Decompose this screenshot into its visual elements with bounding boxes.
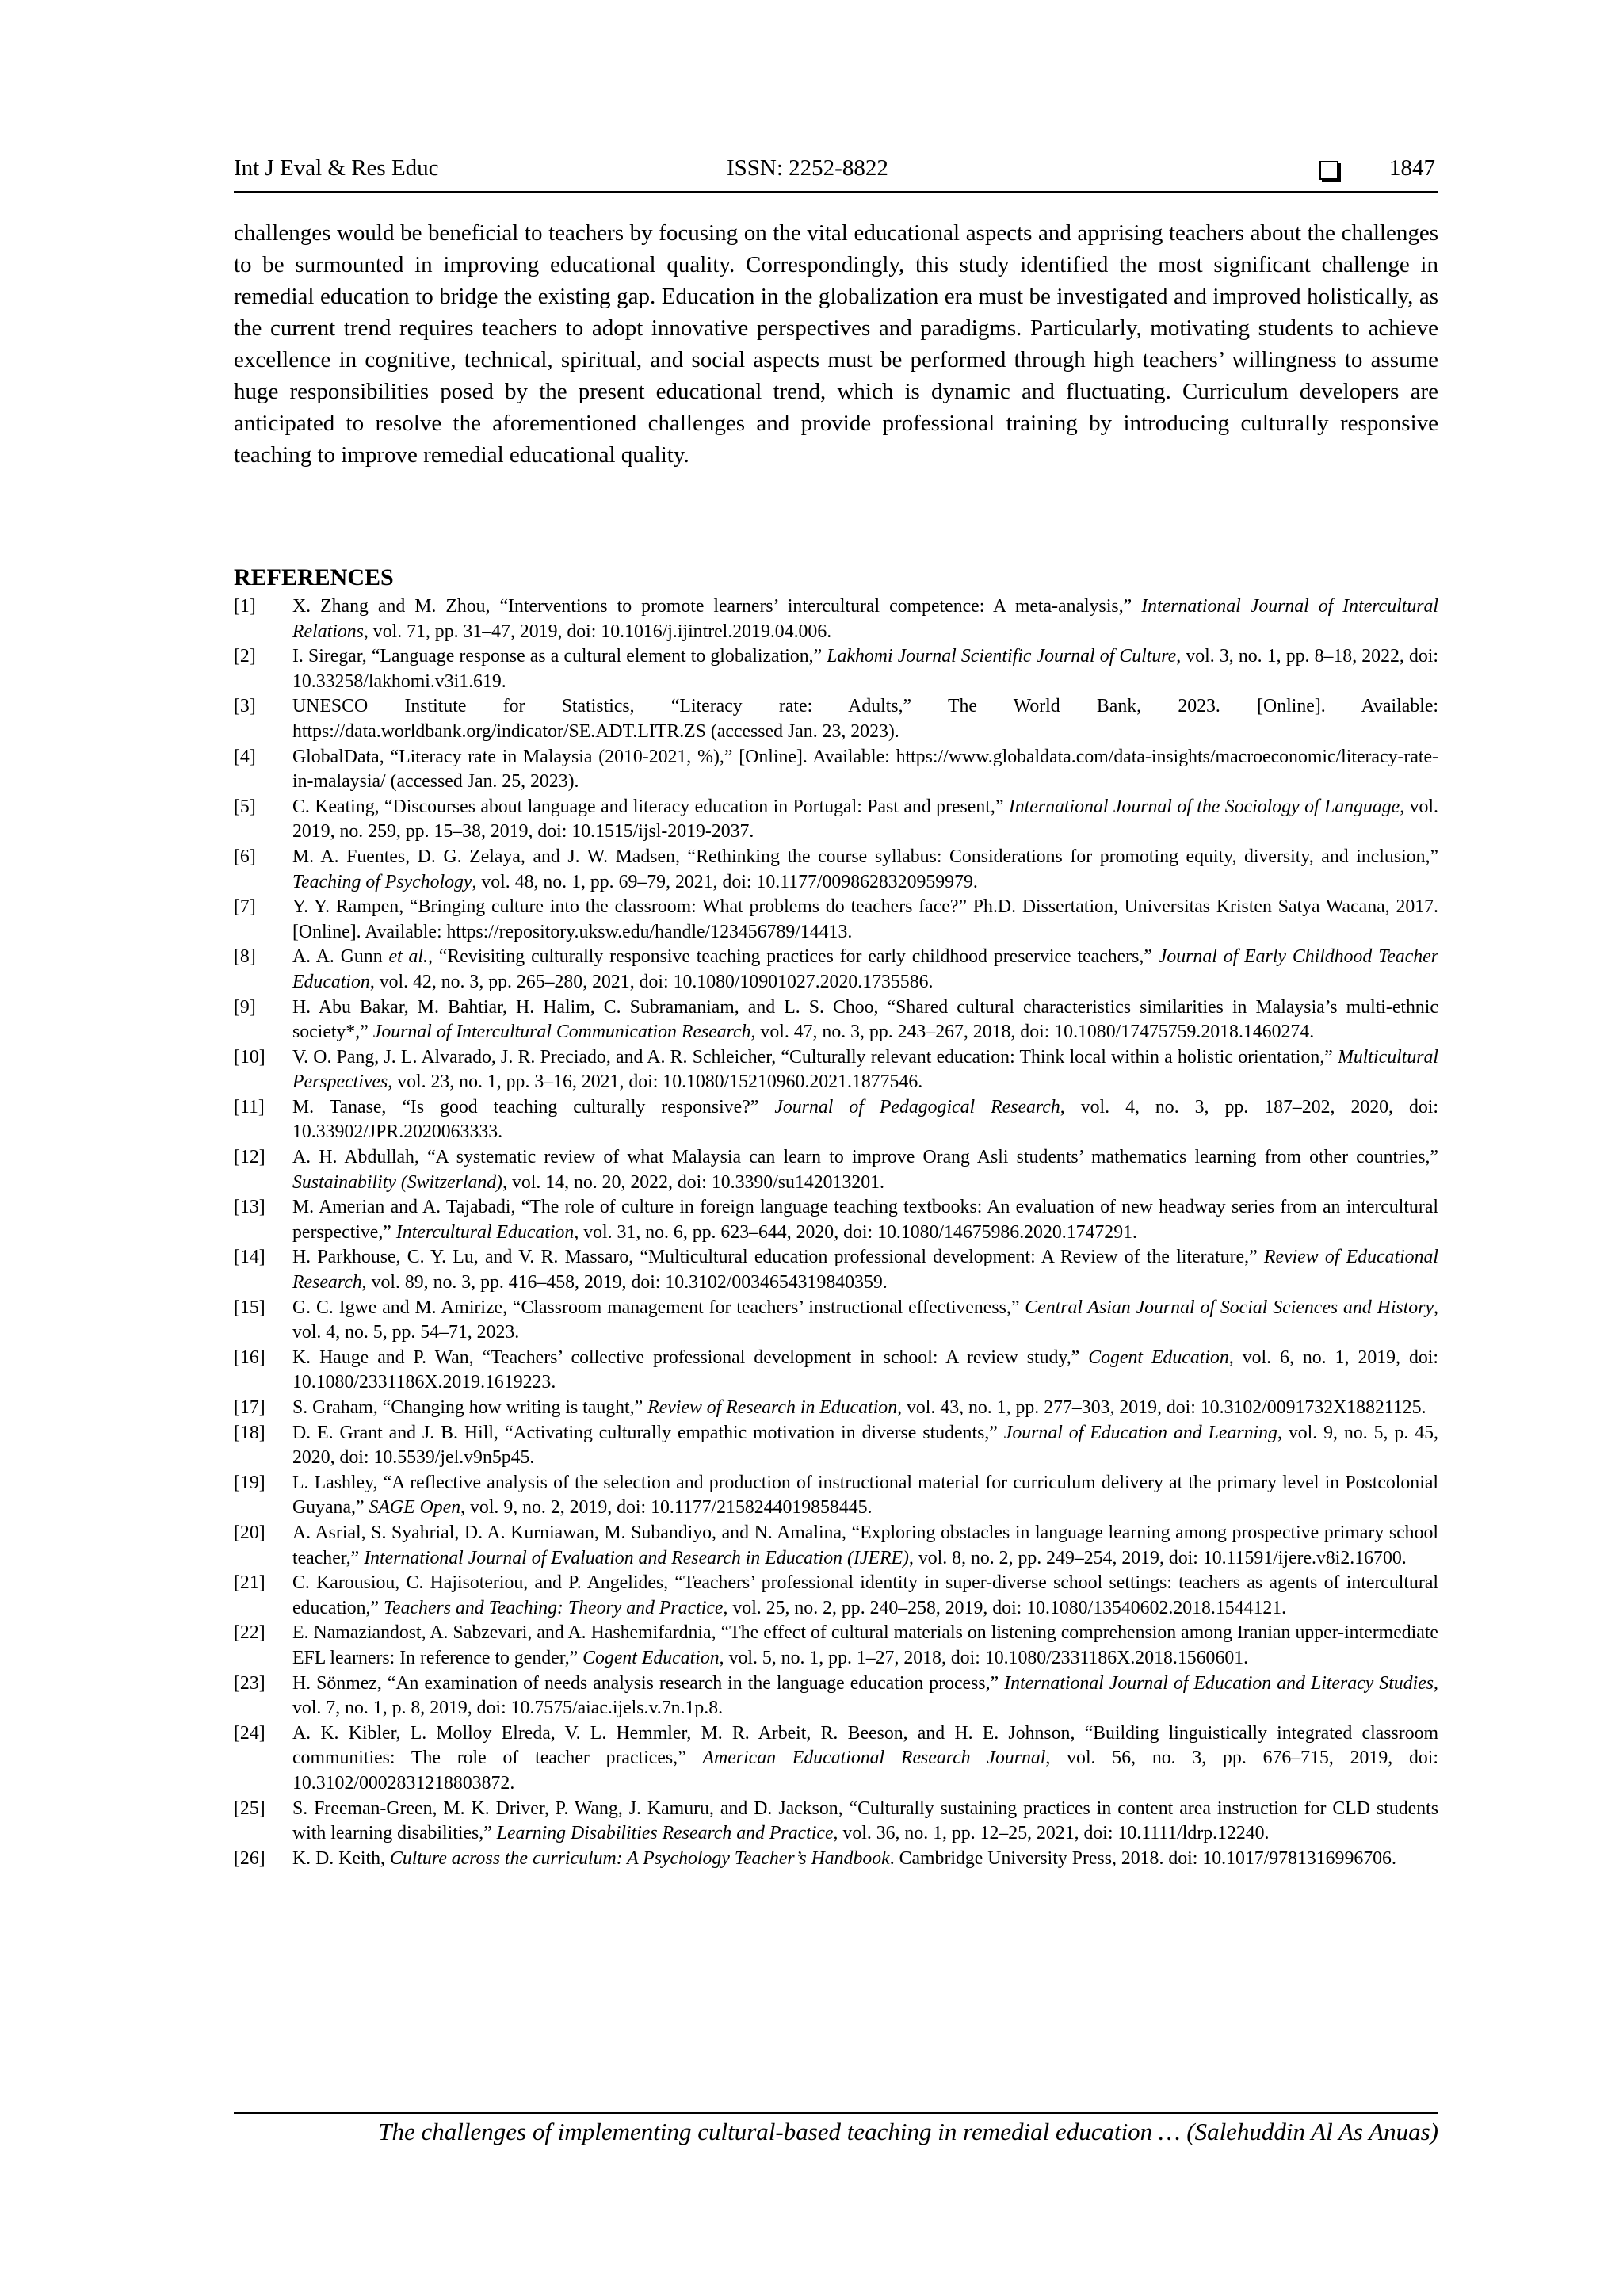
reference-source: American Educational Research Journal <box>702 1748 1046 1769</box>
reference-item <box>234 895 1438 945</box>
reference-number: [14] <box>234 1247 265 1268</box>
reference-text: H. Sönmez, “An examination of needs analysis research in the language education process,” <box>292 1672 1005 1694</box>
body-paragraph: challenges would be beneficial to teachers by focusing on the vital educational aspects and apprising teachers about the challenges to be surmounted in improving educational quality. Correspondingly, this study identified the most significant challenge in remedial education to bridge the existing gap. Education in the globalization era must be investigated and improved holistically, as the current trend requires teachers to adopt innovative perspectives and paradigms. Particularly, motivating students to achieve excellence in cognitive, technical, spiritual, and social aspects must be performed through high teachers’ willingness to assume huge responsibilities posed by the present educational trend, which is dynamic and fluctuating. Curriculum developers are anticipated to resolve the aforementioned challenges and provide professional training by introducing culturally responsive teaching to improve remedial educational quality. <box>234 220 1438 468</box>
reference-text: I. Siregar, “Language response as a cultural element to globalization,” <box>292 646 827 667</box>
reference-source: Journal of Education and Learning <box>1003 1422 1277 1443</box>
reference-number: [1] <box>234 596 256 617</box>
reference-text: , vol. 14, no. 20, 2022, doi: 10.3390/su142013201. <box>502 1171 884 1193</box>
reference-text: G. C. Igwe and M. Amirize, “Classroom management for teachers’ instructional effectiveness,” <box>292 1297 1025 1318</box>
reference-item <box>234 995 1438 1045</box>
reference-number: [22] <box>234 1622 265 1644</box>
reference-text: , vol. 43, no. 1, pp. 277–303, 2019, doi: 10.3102/0091732X18821125. <box>897 1397 1426 1418</box>
reference-number: [5] <box>234 796 256 817</box>
reference-number: [2] <box>234 646 256 667</box>
reference-number: [23] <box>234 1672 265 1694</box>
reference-item <box>234 795 1438 845</box>
reference-source: International Journal of Education and Literacy Studies <box>1004 1672 1434 1694</box>
reference-text: , vol. 6, no. 1, 2019, doi: 10.1080/2331186X.2019.1619223. <box>292 1347 1438 1393</box>
reference-item <box>234 1721 1438 1797</box>
reference-text: A. Asrial, S. Syahrial, D. A. Kurniawan, M. Subandiyo, and N. Amalina, “Exploring obstacles in language learning among prospective primary school teacher,” <box>292 1522 1438 1568</box>
reference-item <box>234 1095 1438 1145</box>
reference-text: , vol. 47, no. 3, pp. 243–267, 2018, doi: 10.1080/17475759.2018.1460274. <box>750 1022 1315 1043</box>
reference-item <box>234 1045 1438 1095</box>
reference-text: , vol. 56, no. 3, pp. 676–715, 2019, doi: 10.3102/0002831218803872. <box>292 1748 1438 1794</box>
reference-number: [20] <box>234 1522 265 1543</box>
reference-text: , vol. 36, no. 1, pp. 12–25, 2021, doi: 10.1111/ldrp.12240. <box>833 1823 1270 1844</box>
reference-source: Review of Research in Education <box>647 1397 898 1418</box>
reference-text: , vol. 25, no. 2, pp. 240–258, 2019, doi: 10.1080/13540602.2018.1544121. <box>723 1597 1287 1618</box>
reference-item <box>234 1195 1438 1245</box>
reference-number: [17] <box>234 1397 265 1418</box>
reference-text: , vol. 2019, no. 259, pp. 15–38, 2019, doi: 10.1515/ijsl-2019-2037. <box>292 796 1438 842</box>
reference-text: , “Revisiting culturally responsive teaching practices for early childhood preservice teachers,” <box>427 946 1159 968</box>
reference-item <box>234 644 1438 694</box>
reference-text: , vol. 5, no. 1, pp. 1–27, 2018, doi: 10.1080/2331186X.2018.1560601. <box>719 1647 1249 1668</box>
reference-number: [12] <box>234 1147 265 1168</box>
reference-source: Cogent Education <box>582 1647 720 1668</box>
reference-text: , vol. 9, no. 5, p. 45, 2020, doi: 10.5539/jel.v9n5p45. <box>292 1422 1439 1469</box>
reference-item <box>234 1296 1438 1346</box>
reference-source: Intercultural Education <box>395 1221 575 1243</box>
reference-text: UNESCO Institute for Statistics, “Literacy rate: Adults,” The World Bank, 2023. [Online]. Available: https://data.worldbank.org/indicator/SE.ADT.LITR.ZS (accessed Jan. 23, 2023). <box>292 696 1438 742</box>
reference-source: Teachers and Teaching: Theory and Practice <box>383 1597 724 1618</box>
reference-source: Multicultural Perspectives <box>292 1046 1438 1093</box>
reference-item <box>234 1346 1438 1396</box>
reference-text: . Cambridge University Press, 2018. doi: 10.1017/9781316996706. <box>889 1847 1396 1869</box>
journal-name: Int J Eval & Res Educ <box>234 155 439 181</box>
reference-source: International Journal of Evaluation and Research in Education (IJERE) <box>364 1547 909 1568</box>
reference-text: M. A. Fuentes, D. G. Zelaya, and J. W. Madsen, “Rethinking the course syllabus: Considerations for promoting equity, diversity, and inclusion,” <box>292 846 1438 867</box>
reference-item <box>234 1421 1438 1471</box>
page-number: 1847 <box>1389 155 1435 181</box>
reference-number: [4] <box>234 746 256 767</box>
reference-text: , vol. 89, no. 3, pp. 416–458, 2019, doi: 10.3102/0034654319840359. <box>361 1272 888 1293</box>
reference-text: H. Abu Bakar, M. Bahtiar, H. Halim, C. Subramaniam, and L. S. Choo, “Shared cultural characteristics similarities in Malaysia’s multi-ethnic society*,” <box>292 996 1438 1043</box>
reference-text: S. Freeman-Green, M. K. Driver, P. Wang, J. Kamuru, and D. Jackson, “Culturally sustaining practices in content area instruction for CLD students with learning disabilities,” <box>292 1797 1438 1844</box>
reference-number: [3] <box>234 696 256 717</box>
running-header <box>234 155 1438 190</box>
reference-source: SAGE Open <box>369 1497 461 1519</box>
reference-item <box>234 694 1438 744</box>
reference-source: Journal of Pedagogical Research <box>774 1096 1060 1117</box>
reference-text: Y. Y. Rampen, “Bringing culture into the classroom: What problems do teachers face?” Ph.D. Dissertation, Universitas Kristen Satya Wacana, 2017. [Online]. Available: https://repository.uksw.edu/handle/123456789/14413. <box>292 896 1438 942</box>
reference-text: , vol. 23, no. 1, pp. 3–16, 2021, doi: 10.1080/15210960.2021.1877546. <box>388 1072 923 1093</box>
reference-item <box>234 1847 1438 1872</box>
reference-item <box>234 1571 1438 1621</box>
reference-number: [8] <box>234 946 256 968</box>
reference-text: A. A. Gunn <box>292 946 389 968</box>
page <box>234 0 1438 2296</box>
references-heading: REFERENCES <box>234 564 394 590</box>
reference-text: , vol. 3, no. 1, pp. 8–18, 2022, doi: 10.33258/lakhomi.v3i1.619. <box>292 646 1438 692</box>
reference-item <box>234 1671 1438 1721</box>
reference-item <box>234 1621 1438 1671</box>
reference-source: et al. <box>388 946 428 968</box>
reference-text: , vol. 31, no. 6, pp. 623–644, 2020, doi: 10.1080/14675986.2020.1747291. <box>574 1221 1137 1243</box>
reference-source: Culture across the curriculum: A Psychology Teacher’s Handbook <box>389 1847 890 1869</box>
reference-text: GlobalData, “Literacy rate in Malaysia (2010-2021, %),” [Online]. Available: https://www.globaldata.com/data-insights/macroeconomic/literacy-rate-in-malaysia/ (accessed Jan. 25, 2023). <box>292 746 1438 793</box>
reference-item <box>234 1797 1438 1847</box>
reference-text: , vol. 48, no. 1, pp. 69–79, 2021, doi: 10.1177/0098628320959979. <box>472 871 978 892</box>
reference-item <box>234 1396 1438 1421</box>
reference-text: D. E. Grant and J. B. Hill, “Activating culturally empathic motivation in diverse students,” <box>292 1422 1004 1443</box>
reference-number: [19] <box>234 1472 265 1493</box>
reference-text: , vol. 8, no. 2, pp. 249–254, 2019, doi: 10.11591/ijere.v8i2.16700. <box>908 1547 1407 1568</box>
reference-text: X. Zhang and M. Zhou, “Interventions to promote learners’ intercultural competence: A meta-analysis,” <box>292 596 1142 617</box>
reference-text: H. Parkhouse, C. Y. Lu, and V. R. Massaro, “Multicultural education professional development: A Review of the literature,” <box>292 1247 1264 1268</box>
reference-text: , vol. 71, pp. 31–47, 2019, doi: 10.1016/j.ijintrel.2019.04.006. <box>363 621 832 642</box>
reference-source: Journal of Intercultural Communication Research <box>372 1022 751 1043</box>
reference-text: C. Karousiou, C. Hajisoteriou, and P. Angelides, “Teachers’ professional identity in super-diverse school settings: teachers as agents of intercultural education,” <box>292 1572 1438 1618</box>
reference-number: [16] <box>234 1347 265 1368</box>
reference-number: [9] <box>234 996 256 1018</box>
reference-item <box>234 745 1438 795</box>
reference-number: [11] <box>234 1096 265 1117</box>
reference-text: S. Graham, “Changing how writing is taught,” <box>292 1397 648 1418</box>
reference-item <box>234 594 1438 644</box>
reference-item <box>234 1245 1438 1295</box>
reference-source: International Journal of the Sociology of Language <box>1008 796 1400 817</box>
reference-text: C. Keating, “Discourses about language and literacy education in Portugal: Past and present,” <box>292 796 1009 817</box>
reference-text: V. O. Pang, J. L. Alvarado, J. R. Preciado, and A. R. Schleicher, “Culturally relevant education: Think local within a holistic orientation,” <box>292 1046 1338 1068</box>
reference-text: , vol. 42, no. 3, pp. 265–280, 2021, doi: 10.1080/10901027.2020.1735586. <box>369 971 934 992</box>
reference-text: , vol. 9, no. 2, 2019, doi: 10.1177/2158244019858445. <box>460 1497 873 1519</box>
reference-source: Journal of Early Childhood Teacher Education <box>292 946 1438 992</box>
reference-source: Sustainability (Switzerland) <box>292 1171 503 1193</box>
reference-item <box>234 1145 1438 1195</box>
square-box-icon <box>1319 161 1338 180</box>
reference-text: , vol. 4, no. 5, pp. 54–71, 2023. <box>292 1297 1438 1343</box>
reference-number: [10] <box>234 1046 265 1068</box>
reference-item <box>234 1471 1438 1521</box>
reference-text: A. H. Abdullah, “A systematic review of what Malaysia can learn to improve Orang Asli students’ mathematics learning from other countries,” <box>292 1147 1438 1168</box>
reference-text: K. Hauge and P. Wan, “Teachers’ collective professional development in school: A review study,” <box>292 1347 1089 1368</box>
reference-text: , vol. 7, no. 1, p. 8, 2019, doi: 10.7575/aiac.ijels.v.7n.1p.8. <box>292 1672 1438 1719</box>
reference-list <box>234 594 1438 1871</box>
reference-source: Learning Disabilities Research and Practice <box>496 1823 834 1844</box>
reference-number: [18] <box>234 1422 265 1443</box>
reference-text: K. D. Keith, <box>292 1847 390 1869</box>
reference-item <box>234 1521 1438 1571</box>
reference-source: International Journal of Intercultural Relations <box>292 596 1438 642</box>
reference-number: [7] <box>234 896 256 918</box>
reference-text: M. Amerian and A. Tajabadi, “The role of culture in foreign language teaching textbooks: An evaluation of new headway series from an intercultural perspective,” <box>292 1197 1438 1243</box>
reference-number: [25] <box>234 1797 265 1819</box>
reference-number: [13] <box>234 1197 265 1218</box>
reference-source: Central Asian Journal of Social Sciences and History <box>1025 1297 1434 1318</box>
reference-text: , vol. 4, no. 3, pp. 187–202, 2020, doi: 10.33902/JPR.2020063333. <box>292 1096 1439 1143</box>
reference-number: [21] <box>234 1572 265 1594</box>
reference-number: [6] <box>234 846 256 867</box>
reference-source: Teaching of Psychology <box>292 871 472 892</box>
reference-source: Review of Educational Research <box>292 1247 1438 1293</box>
reference-text: E. Namaziandost, A. Sabzevari, and A. Hashemifardnia, “The effect of cultural materials on listening comprehension among Iranian upper-intermediate EFL learners: In reference to gender,” <box>292 1622 1438 1668</box>
issn: ISSN: 2252-8822 <box>727 155 888 181</box>
reference-item <box>234 945 1438 995</box>
reference-number: [15] <box>234 1297 265 1318</box>
reference-text: A. K. Kibler, L. Molloy Elreda, V. L. Hemmler, M. R. Arbeit, R. Beeson, and H. E. Johnson, “Building linguistically integrated classroom communities: The role of teacher practices,” <box>292 1722 1438 1769</box>
running-footer: The challenges of implementing cultural-based teaching in remedial education … (Salehuddin Al As Anuas) <box>378 2118 1438 2145</box>
reference-item <box>234 845 1438 895</box>
reference-source: Lakhomi Journal Scientific Journal of Culture <box>827 646 1177 667</box>
reference-number: [24] <box>234 1722 265 1744</box>
reference-source: Cogent Education <box>1088 1347 1229 1368</box>
footer-rule <box>234 2112 1438 2114</box>
reference-text: L. Lashley, “A reflective analysis of the selection and production of instructional material for curriculum delivery at the primary level in Postcolonial Guyana,” <box>292 1472 1438 1519</box>
reference-number: [26] <box>234 1847 265 1869</box>
header-rule <box>234 191 1438 193</box>
reference-text: M. Tanase, “Is good teaching culturally responsive?” <box>292 1096 775 1117</box>
